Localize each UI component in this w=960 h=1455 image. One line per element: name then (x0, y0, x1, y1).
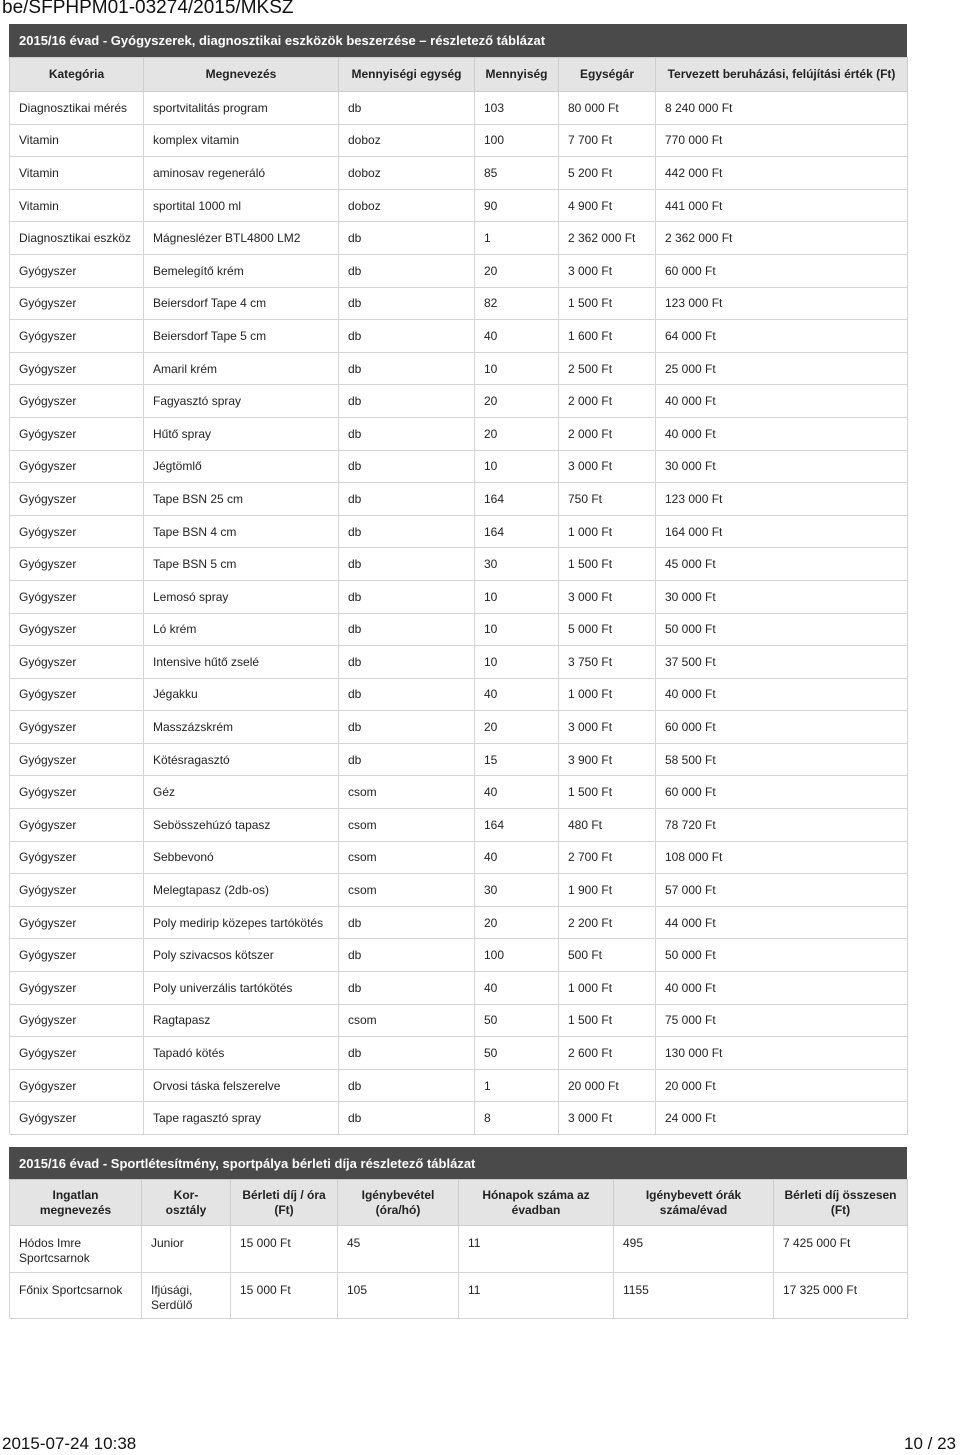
table-cell: 30 000 Ft (656, 580, 908, 613)
table-cell: Tape BSN 5 cm (144, 548, 339, 581)
table-row (10, 972, 908, 1005)
table-cell: Jégtömlő (144, 450, 339, 483)
table-cell: Jégakku (144, 678, 339, 711)
table-row (10, 939, 908, 972)
table-cell: doboz (339, 124, 475, 157)
table-cell: db (339, 515, 475, 548)
column-header (459, 1180, 614, 1226)
table-cell: 40 (475, 841, 559, 874)
table-cell: 3 750 Ft (559, 646, 656, 679)
table-row (10, 841, 908, 874)
table-cell: db (339, 320, 475, 353)
table-cell: Gyógyszer (10, 1004, 144, 1037)
table-cell: Gyógyszer (10, 711, 144, 744)
facility-rent-table (9, 1179, 908, 1319)
table-cell: 60 000 Ft (656, 254, 908, 287)
column-header: Egységár (559, 58, 656, 92)
table-cell: Gyógyszer (10, 613, 144, 646)
column-header-line: száma/évad (659, 1202, 728, 1217)
table-row (10, 157, 908, 190)
column-header (774, 1180, 908, 1226)
table-cell: db (339, 939, 475, 972)
table-cell: 1 500 Ft (559, 548, 656, 581)
table-row (10, 222, 908, 255)
table-cell-line: Főnix Sportcsarnok (19, 1282, 123, 1297)
medicine-section (9, 24, 907, 1135)
table-cell: 1 000 Ft (559, 972, 656, 1005)
table-cell: Gyógyszer (10, 841, 144, 874)
table-cell: 8 240 000 Ft (656, 92, 908, 125)
table-cell: db (339, 222, 475, 255)
table-cell: Hűtő spray (144, 417, 339, 450)
footer-page-number: 10 / 23 (904, 1434, 956, 1453)
table-cell-line: Sportcsarnok (19, 1251, 90, 1265)
table-cell: db (339, 678, 475, 711)
table-cell (614, 1272, 774, 1319)
table-cell: 3 000 Ft (559, 450, 656, 483)
table-cell: 5 200 Ft (559, 157, 656, 190)
table-cell-line: 15 000 Ft (240, 1236, 291, 1250)
table-cell: Poly medirip közepes tartókötés (144, 906, 339, 939)
medicine-table (9, 57, 908, 1135)
table-cell (142, 1226, 231, 1273)
table-cell: Melegtapasz (2db-os) (144, 874, 339, 907)
table-row (10, 1004, 908, 1037)
table-cell: 1 600 Ft (559, 320, 656, 353)
table-cell: 15 (475, 743, 559, 776)
table-cell: 37 500 Ft (656, 646, 908, 679)
table-cell: 20 000 Ft (656, 1069, 908, 1102)
column-header (614, 1180, 774, 1226)
table-cell: 4 900 Ft (559, 189, 656, 222)
table-cell (774, 1226, 908, 1273)
table-cell (459, 1226, 614, 1273)
table-cell: 40 000 Ft (656, 417, 908, 450)
table-cell: db (339, 92, 475, 125)
table-cell: db (339, 254, 475, 287)
table-cell: db (339, 483, 475, 516)
table-cell: Gyógyszer (10, 483, 144, 516)
table-cell: db (339, 613, 475, 646)
table-cell: Gyógyszer (10, 287, 144, 320)
table-cell: Gyógyszer (10, 548, 144, 581)
table-cell: 123 000 Ft (656, 287, 908, 320)
table-cell: komplex vitamin (144, 124, 339, 157)
table-cell: 1 500 Ft (559, 287, 656, 320)
table-cell: 82 (475, 287, 559, 320)
table-cell: 123 000 Ft (656, 483, 908, 516)
table-cell: db (339, 417, 475, 450)
column-header-line: (Ft) (274, 1202, 294, 1217)
footer-timestamp: 2015-07-24 10:38 (2, 1434, 137, 1453)
table-row (10, 483, 908, 516)
table-cell: 40 000 Ft (656, 678, 908, 711)
table-cell-line: 495 (623, 1236, 644, 1250)
table-cell: Gyógyszer (10, 320, 144, 353)
table-row (10, 1102, 908, 1135)
table-cell: 770 000 Ft (656, 124, 908, 157)
table-cell: 3 900 Ft (559, 743, 656, 776)
table-row (10, 287, 908, 320)
table-cell: 25 000 Ft (656, 352, 908, 385)
table-cell: Gyógyszer (10, 385, 144, 418)
table-cell (142, 1272, 231, 1319)
column-header: Kategória (10, 58, 144, 92)
table-cell: 3 000 Ft (559, 580, 656, 613)
table-row (10, 92, 908, 125)
column-header-line: (Ft) (830, 1202, 851, 1217)
column-header-line: megnevezés (39, 1202, 112, 1217)
table-cell: db (339, 646, 475, 679)
column-header: Mennyiségi egység (339, 58, 475, 92)
table-cell: 1 000 Ft (559, 678, 656, 711)
table-cell: 103 (475, 92, 559, 125)
table-row (10, 450, 908, 483)
table-cell: csom (339, 1004, 475, 1037)
table-cell: 2 500 Ft (559, 352, 656, 385)
table-cell-line: 45 (347, 1236, 361, 1250)
table-cell: Diagnosztikai mérés (10, 92, 144, 125)
table-cell: db (339, 548, 475, 581)
table-row (10, 646, 908, 679)
table-cell: Gyógyszer (10, 1069, 144, 1102)
table-cell: Bemelegítő krém (144, 254, 339, 287)
table-cell: 2 600 Ft (559, 1037, 656, 1070)
table-cell: 40 000 Ft (656, 972, 908, 1005)
table-cell-line: 11 (468, 1236, 481, 1250)
table-cell: 60 000 Ft (656, 776, 908, 809)
table-cell (10, 1272, 142, 1319)
table-cell: db (339, 972, 475, 1005)
table-cell: Kötésragasztó (144, 743, 339, 776)
table-row (10, 417, 908, 450)
column-header-line: Ingatlan (52, 1187, 99, 1202)
table-cell: Tapadó kötés (144, 1037, 339, 1070)
facility-rent-table-title: 2015/16 évad - Sportlétesítmény, sportpálya bérleti díja részletező táblázat (9, 1147, 907, 1179)
table-cell: Gyógyszer (10, 874, 144, 907)
table-row (10, 1226, 908, 1273)
table-row (10, 678, 908, 711)
table-cell: 2 000 Ft (559, 417, 656, 450)
table-cell: doboz (339, 189, 475, 222)
table-cell: Gyógyszer (10, 450, 144, 483)
table-cell: 40 (475, 320, 559, 353)
table-cell: 1 500 Ft (559, 776, 656, 809)
table-cell: Tape BSN 25 cm (144, 483, 339, 516)
column-header-line: Hónapok száma az (482, 1187, 590, 1202)
column-header-line: Igénybevétel (361, 1187, 435, 1202)
table-cell: 1 (475, 1069, 559, 1102)
column-header-line: Igénybevett órák (645, 1187, 742, 1202)
table-cell: 45 000 Ft (656, 548, 908, 581)
table-cell: csom (339, 874, 475, 907)
column-header-line: Kor- (173, 1187, 199, 1202)
table-cell: db (339, 385, 475, 418)
table-cell (10, 1226, 142, 1273)
table-cell: 57 000 Ft (656, 874, 908, 907)
table-cell: 500 Ft (559, 939, 656, 972)
column-header (231, 1180, 338, 1226)
table-cell-line: Ifjúsági, (151, 1282, 193, 1297)
column-header: Tervezett beruházási, felújítási érték (Ft) (656, 58, 908, 92)
table-cell: Ragtapasz (144, 1004, 339, 1037)
table-cell: 3 000 Ft (559, 1102, 656, 1135)
table-cell: 85 (475, 157, 559, 190)
table-cell: 164 (475, 809, 559, 842)
table-cell: Géz (144, 776, 339, 809)
table-row (10, 776, 908, 809)
table-cell (231, 1272, 338, 1319)
table-cell: 1 500 Ft (559, 1004, 656, 1037)
table-row (10, 189, 908, 222)
table-cell: Gyógyszer (10, 809, 144, 842)
table-cell: Beiersdorf Tape 4 cm (144, 287, 339, 320)
column-header (338, 1180, 459, 1226)
table-cell: 30 000 Ft (656, 450, 908, 483)
table-cell: 58 500 Ft (656, 743, 908, 776)
table-cell: 40 000 Ft (656, 385, 908, 418)
table-cell: Gyógyszer (10, 1037, 144, 1070)
table-cell: 44 000 Ft (656, 906, 908, 939)
table-cell: Poly szivacsos kötszer (144, 939, 339, 972)
table-cell: Gyógyszer (10, 972, 144, 1005)
table-cell: 30 (475, 548, 559, 581)
table-cell: 108 000 Ft (656, 841, 908, 874)
table-cell: sportvitalitás program (144, 92, 339, 125)
table-cell: csom (339, 841, 475, 874)
table-cell: Vitamin (10, 124, 144, 157)
table-cell: 50 (475, 1004, 559, 1037)
table-cell: 3 000 Ft (559, 254, 656, 287)
table-cell: db (339, 450, 475, 483)
table-cell: Ló krém (144, 613, 339, 646)
table-cell: Poly univerzális tartókötés (144, 972, 339, 1005)
table-row (10, 385, 908, 418)
table-cell: 164 (475, 483, 559, 516)
table-cell: Gyógyszer (10, 417, 144, 450)
table-cell: 20 (475, 906, 559, 939)
table-cell: 2 700 Ft (559, 841, 656, 874)
table-cell: 164 000 Ft (656, 515, 908, 548)
table-cell: 1 900 Ft (559, 874, 656, 907)
table-row (10, 711, 908, 744)
table-row (10, 580, 908, 613)
table-cell: 100 (475, 939, 559, 972)
table-cell: Gyógyszer (10, 1102, 144, 1135)
table-cell: Tape ragasztó spray (144, 1102, 339, 1135)
table-cell: Vitamin (10, 189, 144, 222)
table-cell: doboz (339, 157, 475, 190)
table-cell: 40 (475, 678, 559, 711)
table-cell: db (339, 1069, 475, 1102)
table-cell: 8 (475, 1102, 559, 1135)
table-row (10, 874, 908, 907)
table-cell: db (339, 711, 475, 744)
table-row (10, 906, 908, 939)
table-cell: Gyógyszer (10, 254, 144, 287)
table-cell: Gyógyszer (10, 678, 144, 711)
table-cell: 5 000 Ft (559, 613, 656, 646)
table-cell: 20 000 Ft (559, 1069, 656, 1102)
table-cell: 24 000 Ft (656, 1102, 908, 1135)
table-cell: Diagnosztikai eszköz (10, 222, 144, 255)
table-cell: 10 (475, 352, 559, 385)
document-id: be/SFPHPM01-03274/2015/MKSZ (2, 0, 294, 18)
table-cell: 90 (475, 189, 559, 222)
table-cell: 130 000 Ft (656, 1037, 908, 1070)
column-header-line: évadban (511, 1202, 561, 1217)
table-cell-line: Junior (151, 1236, 184, 1250)
table-row (10, 548, 908, 581)
table-row (10, 743, 908, 776)
table-cell: Sebösszehúzó tapasz (144, 809, 339, 842)
table-cell: 10 (475, 450, 559, 483)
table-cell: 78 720 Ft (656, 809, 908, 842)
table-cell: Orvosi táska felszerelve (144, 1069, 339, 1102)
table-cell: 50 000 Ft (656, 939, 908, 972)
table-cell: Fagyasztó spray (144, 385, 339, 418)
table-cell: 10 (475, 646, 559, 679)
column-header (142, 1180, 231, 1226)
table-row (10, 320, 908, 353)
table-cell: aminosav regeneráló (144, 157, 339, 190)
table-row (10, 1272, 908, 1319)
table-row (10, 254, 908, 287)
table-cell (459, 1272, 614, 1319)
table-cell-line: 7 425 000 Ft (783, 1236, 851, 1250)
column-header: Mennyiség (475, 58, 559, 92)
table-row (10, 1069, 908, 1102)
column-header-line: Bérleti díj / óra (242, 1187, 326, 1202)
table-cell: db (339, 1037, 475, 1070)
column-header-line: (óra/hó) (375, 1202, 421, 1217)
table-cell-line: 15 000 Ft (240, 1282, 291, 1297)
table-cell: 441 000 Ft (656, 189, 908, 222)
table-cell: 164 (475, 515, 559, 548)
table-cell: db (339, 580, 475, 613)
table-cell (338, 1226, 459, 1273)
table-cell: Gyógyszer (10, 906, 144, 939)
table-cell: Gyógyszer (10, 352, 144, 385)
table-cell: Gyógyszer (10, 939, 144, 972)
table-cell: Masszázskrém (144, 711, 339, 744)
table-cell: 20 (475, 417, 559, 450)
table-row (10, 1037, 908, 1070)
table-cell: Mágneslézer BTL4800 LM2 (144, 222, 339, 255)
table-cell: 1 000 Ft (559, 515, 656, 548)
table-cell-line: 11 (468, 1282, 481, 1297)
table-cell: 750 Ft (559, 483, 656, 516)
table-cell: csom (339, 809, 475, 842)
table-cell: Gyógyszer (10, 646, 144, 679)
table-cell (231, 1226, 338, 1273)
table-cell (338, 1272, 459, 1319)
table-cell: 20 (475, 385, 559, 418)
table-cell: Beiersdorf Tape 5 cm (144, 320, 339, 353)
medicine-table-title: 2015/16 évad - Gyógyszerek, diagnosztikai eszközök beszerzése – részletező táblázat (9, 24, 907, 57)
table-cell: Sebbevonó (144, 841, 339, 874)
column-header: Megnevezés (144, 58, 339, 92)
table-cell-line: 105 (347, 1282, 368, 1297)
table-cell: db (339, 287, 475, 320)
table-cell: 7 700 Ft (559, 124, 656, 157)
table-cell: Gyógyszer (10, 776, 144, 809)
table-cell: 20 (475, 711, 559, 744)
table-cell: 50 000 Ft (656, 613, 908, 646)
table-cell: Tape BSN 4 cm (144, 515, 339, 548)
table-cell: Lemosó spray (144, 580, 339, 613)
table-cell: 50 (475, 1037, 559, 1070)
table-cell: 10 (475, 613, 559, 646)
table-cell: 40 (475, 972, 559, 1005)
column-header-line: Bérleti díj összesen (784, 1187, 897, 1202)
table-cell-line: 1155 (623, 1282, 649, 1297)
facility-rent-section (9, 1147, 907, 1319)
table-cell: 80 000 Ft (559, 92, 656, 125)
table-cell: db (339, 352, 475, 385)
table-row (10, 515, 908, 548)
table-cell: 64 000 Ft (656, 320, 908, 353)
table-cell: Intensive hűtő zselé (144, 646, 339, 679)
table-cell: 480 Ft (559, 809, 656, 842)
table-cell: db (339, 906, 475, 939)
table-row (10, 352, 908, 385)
table-cell-line: Serdülő (151, 1297, 193, 1312)
table-row (10, 809, 908, 842)
table-cell: 60 000 Ft (656, 711, 908, 744)
table-cell: db (339, 1102, 475, 1135)
table-cell: 1 (475, 222, 559, 255)
table-cell: 20 (475, 254, 559, 287)
table-cell (774, 1272, 908, 1319)
table-cell-line: 17 325 000 Ft (783, 1282, 858, 1297)
table-cell: 2 000 Ft (559, 385, 656, 418)
column-header-line: osztály (165, 1202, 207, 1217)
table-cell: 30 (475, 874, 559, 907)
table-cell: 3 000 Ft (559, 711, 656, 744)
table-cell: Vitamin (10, 157, 144, 190)
table-cell: csom (339, 776, 475, 809)
table-cell: 100 (475, 124, 559, 157)
table-cell: 2 362 000 Ft (559, 222, 656, 255)
table-cell: 75 000 Ft (656, 1004, 908, 1037)
table-cell: 442 000 Ft (656, 157, 908, 190)
table-cell: 2 200 Ft (559, 906, 656, 939)
table-cell (614, 1226, 774, 1273)
table-cell: 2 362 000 Ft (656, 222, 908, 255)
table-cell-line: Hódos Imre (19, 1236, 82, 1250)
table-row (10, 124, 908, 157)
table-row (10, 613, 908, 646)
column-header (10, 1180, 142, 1226)
table-cell: Gyógyszer (10, 743, 144, 776)
table-cell: Gyógyszer (10, 580, 144, 613)
table-cell: db (339, 743, 475, 776)
table-cell: Gyógyszer (10, 515, 144, 548)
table-cell: Amaril krém (144, 352, 339, 385)
table-cell: 40 (475, 776, 559, 809)
table-cell: sportital 1000 ml (144, 189, 339, 222)
table-cell: 10 (475, 580, 559, 613)
